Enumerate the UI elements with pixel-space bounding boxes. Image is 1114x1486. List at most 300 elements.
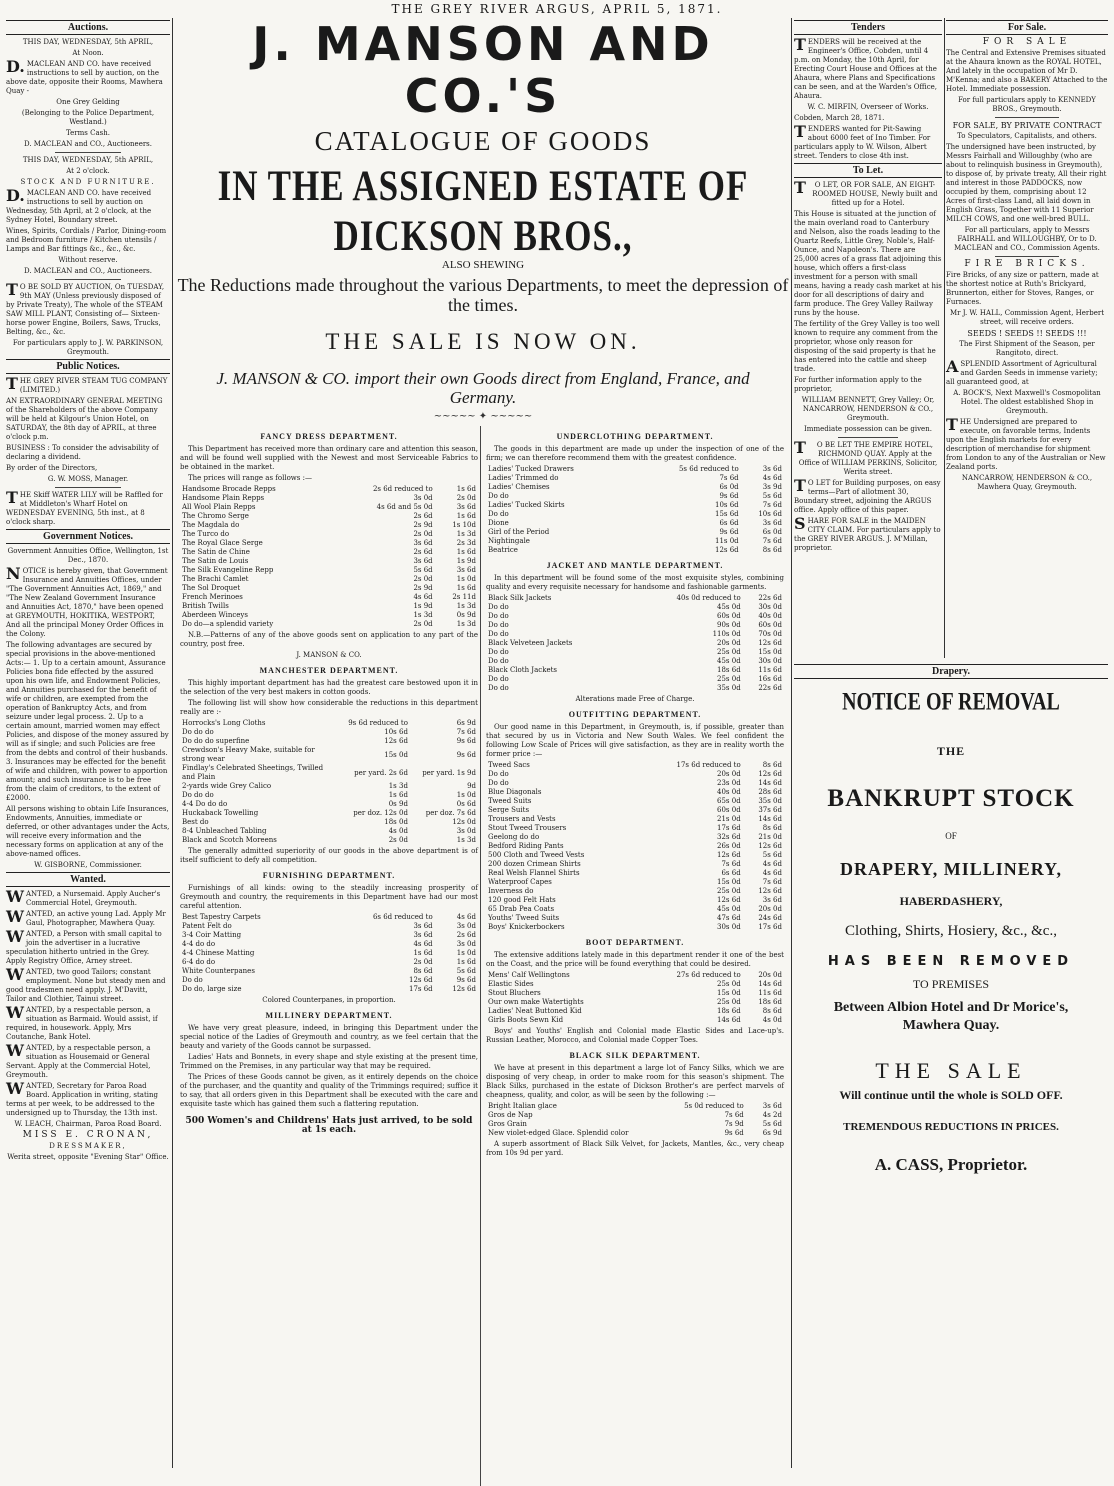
auction-note: (Belonging to the Police Department, Westland.) bbox=[21, 109, 155, 126]
old-price: 3s 6d bbox=[413, 557, 433, 565]
new-price: 3s 0d bbox=[456, 940, 476, 948]
auction-body: D.MACLEAN AND CO. have received instructions to sell by auction on Wednesday, 5th April, at 2 o'clock, at the Sydney Hotel, Boundary street. bbox=[6, 186, 152, 224]
new-price: 20s 0d bbox=[758, 905, 782, 913]
dressmaker-trade: DRESSMAKER, bbox=[49, 1142, 127, 1150]
price-row bbox=[180, 818, 478, 827]
indent-ad: THE Undersigned are prepared to execute, on favorable terms, Indents upon the English markets for every description of merchandise for shipment from London to any of the Australian or New Zealand ports. bbox=[946, 415, 1106, 471]
new-price: 1s 6d bbox=[456, 584, 476, 592]
price-row bbox=[486, 914, 784, 923]
old-price: 4s 0d bbox=[388, 827, 408, 835]
price-row bbox=[486, 474, 784, 483]
to-let-ad: TO LET for Building purposes, on easy terms—Part of allotment 30, Boundary street, adjoining the ARGUS office. Apply office of this paper. bbox=[794, 476, 941, 514]
price-row bbox=[180, 737, 478, 746]
notice-head: Government Annuities Office, Wellington, 1st Dec., 1870. bbox=[7, 547, 169, 564]
item-name: Best Tapestry Carpets bbox=[182, 913, 261, 921]
old-price: 2s 0d bbox=[413, 575, 433, 583]
old-price: 4s 6d bbox=[413, 593, 433, 601]
old-price: 32s 6d bbox=[717, 833, 741, 841]
section-heading-wanted: Wanted. bbox=[6, 872, 170, 887]
price-row bbox=[180, 782, 478, 791]
to-let-signature: WILLIAM BENNETT, Grey Valley; Or, NANCARROW, HENDERSON & CO., Greymouth. bbox=[801, 396, 935, 422]
auction-reserve: Without reserve. bbox=[58, 256, 118, 264]
masthead: THE GREY RIVER ARGUS, APRIL 5, 1871. bbox=[391, 2, 723, 16]
dept-intro: The goods in this department are made up under the inspection of one of the firm; we can therefore recommend them with the greatest confidence. bbox=[486, 445, 784, 462]
old-price: 9s 6d bbox=[719, 528, 739, 536]
price-row bbox=[486, 869, 784, 878]
price-row bbox=[180, 800, 478, 809]
to-let-body: This House is situated at the junction of the main overland road to Canterbury and Nelson, also the roads leading to the Quartz Reefs, Little Grey, Noble's, Half-Ounce, and Napoleon's. There are 25,000 acres of a grass flat adjoining this house, which offers a first-class investment for a person with small means, having a ready cash market at his door for all descriptions of dairy and farm produce. The Grey Valley Railway runs by the house. bbox=[794, 210, 942, 317]
price-row bbox=[180, 809, 478, 818]
new-price: 30s 0d bbox=[758, 657, 782, 665]
price-row bbox=[180, 949, 478, 958]
seeds-signature: A. BOCK'S, Next Maxwell's Cosmopolitan Hotel. The oldest established Shop in Greymouth. bbox=[953, 389, 1101, 415]
price-row bbox=[486, 465, 784, 474]
sale-signature: Mr J. W. HALL, Commission Agent, Herbert street, will receive orders. bbox=[949, 309, 1105, 326]
dept-text: We have very great pleasure, indeed, in bringing this Department under the special notice of the Ladies of Greymouth and country, as we feel certain that the beauty and variety of the Goods cannot be surpassed. bbox=[180, 1024, 478, 1050]
price-row bbox=[486, 501, 784, 510]
item-name: 4-4 Chinese Matting bbox=[182, 949, 255, 957]
old-price: 2s 0d bbox=[413, 530, 433, 538]
new-price: 0s 9d bbox=[456, 611, 476, 619]
item-name: Do do do superfine bbox=[182, 737, 250, 745]
new-price: 1s 6d bbox=[456, 958, 476, 966]
notice-body: THE Skiff WATER LILY will be Raffled for at Middleton's Wharf Hotel on WEDNESDAY EVENING, 5th inst., at 8 o'clock sharp. bbox=[6, 488, 163, 526]
removal-to-premises: TO PREMISES bbox=[912, 977, 990, 991]
old-price: 15s 0d bbox=[717, 878, 741, 886]
old-price: 5s 6d bbox=[413, 566, 433, 574]
item-name: Dione bbox=[488, 519, 509, 527]
dept-title: OUTFITTING DEPARTMENT. bbox=[568, 710, 702, 719]
new-price: 40s 0d bbox=[758, 612, 782, 620]
dept-title: JACKET AND MANTLE DEPARTMENT. bbox=[546, 561, 724, 570]
price-row bbox=[486, 1102, 784, 1111]
section-heading-for-sale: For Sale. bbox=[946, 20, 1108, 35]
sale-banner: THE SALE IS NOW ON. bbox=[325, 329, 641, 354]
item-name: Do do bbox=[488, 675, 509, 683]
price-row bbox=[180, 940, 478, 949]
seeds-body: The First Shipment of the Season, per Rangitoto, direct. bbox=[959, 340, 1095, 357]
price-row bbox=[486, 546, 784, 555]
price-row bbox=[486, 824, 784, 833]
item-name: Do do—a splendid variety bbox=[182, 620, 274, 628]
old-price: 9s 6d reduced to bbox=[348, 719, 408, 727]
divider bbox=[55, 152, 121, 153]
price-row bbox=[486, 887, 784, 896]
item-name: Do do bbox=[488, 630, 509, 638]
new-price: 8s 6d bbox=[762, 824, 782, 832]
old-price: 40s 0d bbox=[717, 788, 741, 796]
old-price: 6s 0d bbox=[719, 483, 739, 491]
price-row bbox=[180, 958, 478, 967]
column-rule bbox=[791, 18, 792, 1468]
new-price: 16s 6d bbox=[758, 675, 782, 683]
dept-text: Ladies' Hats and Bonnets, in every shape and style existing at the present time, Trimmed on the Premises, in any particular way that may be required. bbox=[180, 1053, 478, 1070]
price-row bbox=[486, 998, 784, 1007]
section-heading-public-notices: Public Notices. bbox=[6, 359, 170, 374]
price-row bbox=[486, 971, 784, 980]
new-price: 9s 6d bbox=[456, 750, 476, 759]
manson-catalogue bbox=[176, 17, 790, 1157]
price-row bbox=[486, 770, 784, 779]
notice-close: All persons wishing to obtain Life Insurances, Endowments, Annuities, immediate or deferred, or other advantages under the Acts, will receive every information and the necessary forms on application at any of the above-named offices. bbox=[6, 805, 170, 858]
price-row bbox=[486, 639, 784, 648]
old-price: 5s 0d reduced to bbox=[684, 1102, 744, 1110]
item-name: Do do do bbox=[182, 791, 214, 799]
old-price: 12s 6d bbox=[717, 851, 741, 859]
section-heading-drapery: Drapery. bbox=[794, 664, 1108, 679]
column-rule bbox=[172, 18, 173, 1468]
price-row bbox=[180, 967, 478, 976]
new-price: 4s 0d bbox=[762, 1016, 782, 1024]
price-table bbox=[180, 913, 478, 994]
item-name: The Silk Evangeline Repp bbox=[182, 566, 274, 574]
removal-between: Between Albion Hotel and Dr Morice's, bbox=[833, 1000, 1069, 1015]
price-table bbox=[180, 485, 478, 629]
price-row bbox=[180, 485, 478, 494]
old-price: 2s 9d bbox=[413, 521, 433, 529]
new-price: 20s 0d bbox=[758, 971, 782, 979]
old-price: 12s 6d bbox=[384, 737, 408, 745]
old-price: 5s 6d reduced to bbox=[678, 465, 739, 473]
price-row bbox=[180, 503, 478, 512]
new-price: 2s 6d bbox=[456, 931, 476, 939]
auction-signature: D. MACLEAN and CO., Auctioneers. bbox=[23, 267, 152, 275]
item-name: Patent Felt do bbox=[182, 922, 232, 930]
item-name: Bright Italian glace bbox=[488, 1102, 557, 1110]
item-name: The Satin de Louis bbox=[182, 557, 249, 565]
auction-terms: Terms Cash. bbox=[66, 129, 110, 137]
old-price: 2s 6d bbox=[413, 512, 433, 520]
dept-note: Alterations made Free of Charge. bbox=[575, 695, 695, 703]
new-price: 1s 3d bbox=[456, 836, 476, 844]
old-price: 90s 0d bbox=[717, 621, 741, 629]
old-price: 3s 6d bbox=[413, 931, 433, 939]
old-price: 14s 6d bbox=[717, 1016, 741, 1024]
removal-clothing: Clothing, Shirts, Hosiery, &c., &c., bbox=[845, 923, 1057, 939]
item-name: Serge Suits bbox=[488, 806, 530, 814]
new-price: 8s 6d bbox=[762, 761, 782, 769]
price-row bbox=[486, 537, 784, 546]
price-row bbox=[180, 836, 478, 845]
item-name: The Chromo Serge bbox=[182, 512, 249, 520]
new-price: 28s 6d bbox=[758, 788, 782, 796]
old-price: 1s 6d bbox=[388, 791, 408, 799]
item-name: 120 good Felt Hats bbox=[488, 896, 556, 904]
old-price: 6s 6d bbox=[719, 519, 739, 527]
auction-date: THIS DAY, WEDNESDAY, 5th APRIL, bbox=[22, 156, 154, 164]
item-name: Ladies' Tucked Drawers bbox=[488, 465, 574, 473]
price-row bbox=[486, 675, 784, 684]
new-price: 35s 0d bbox=[758, 797, 782, 805]
auction-body: TO BE SOLD BY AUCTION, On TUESDAY, 9th MAY (Unless previously disposed of by Private Treaty), The whole of the STEAM SAW MILL PLANT, Consisting of— Sixteen-horse power Engine, Boilers, Saws, Trucks, Belting, &c., &c. bbox=[6, 280, 165, 336]
new-price: 14s 6d bbox=[758, 980, 782, 988]
old-price: 45s 0d bbox=[717, 657, 741, 665]
price-row bbox=[486, 833, 784, 842]
notice-body: AN EXTRAORDINARY GENERAL MEETING of the Shareholders of the above Company will be held at Kilgour's Union Hotel, on SATURDAY, the 8th day of APRIL, at three o'clock p.m. bbox=[6, 397, 163, 441]
dept-text: The Prices of these Goods cannot be given, as it entirely depends on the choice of the purchaser, and the quantity and quality of the Trimmings required; suffice it to say, that all orders given in this Department shall be executed with the care and exquisite taste which has gained them such a flattering reputation. bbox=[180, 1073, 478, 1108]
new-price: 4s 6d bbox=[762, 474, 782, 482]
old-price: 25s 0d bbox=[717, 980, 741, 988]
new-price: 21s 0d bbox=[758, 833, 782, 841]
price-row bbox=[180, 746, 478, 764]
wanted-ad: WANTED, Secretary for Paroa Road Board. Application in writing, stating terms at per week, to be addressed to the undersigned up to Thursday, the 13th inst. bbox=[6, 1079, 159, 1117]
item-name: Aberdeen Winceys bbox=[182, 611, 248, 619]
dept-intro: Furnishings of all kinds: owing to the steadily increasing prosperity of Greymouth and country, the requirements in this Department have had our most careful attention. bbox=[180, 884, 478, 910]
new-price: 14s 6d bbox=[758, 779, 782, 787]
item-name: Do do bbox=[488, 492, 509, 500]
old-price: 11s 0d bbox=[715, 537, 739, 545]
wanted-ad: WANTED, two good Tailors; constant employment. None but steady men and good tradesmen need apply. J. M'Davitt, Tailor and Clothier, Tainui street. bbox=[6, 965, 166, 1003]
item-name: Ladies' Tucked Skirts bbox=[488, 501, 565, 509]
new-price: 12s 6d bbox=[758, 639, 782, 647]
notice-body: NOTICE is hereby given, that Government Insurance and Annuities Offices, under "The Government Annuities Act, 1869," and "The New Zealand Government Insurance and Annuities Act, 1870," have been opened at GREYMOUTH, HOKITIKA, WESTPORT, And all the principal Money Order Offices in the Colony. bbox=[6, 564, 168, 638]
price-row bbox=[486, 1129, 784, 1138]
price-row bbox=[486, 779, 784, 788]
price-row bbox=[180, 611, 478, 620]
price-row bbox=[180, 530, 478, 539]
item-name: Black Velveteen Jackets bbox=[488, 639, 573, 647]
old-price: 7s 9d bbox=[724, 1120, 744, 1128]
old-price: 12s 6d bbox=[409, 976, 433, 984]
notice-signature: G. W. MOSS, Manager. bbox=[47, 475, 129, 483]
old-price: 27s 6d reduced to bbox=[676, 971, 741, 979]
old-price: 23s 0d bbox=[717, 779, 741, 787]
item-name: 4-4 Do do do bbox=[182, 800, 228, 808]
item-name: Horrocks's Long Cloths bbox=[182, 719, 266, 727]
hats-announcement: 500 Women's and Childrens' Hats just arrived, to be sold at 1s each. bbox=[185, 1116, 473, 1135]
item-name: Do do bbox=[488, 770, 509, 778]
section-heading-government: Government Notices. bbox=[6, 529, 170, 544]
indent-signature: NANCARROW, HENDERSON & CO., Mawhera Quay, Greymouth. bbox=[961, 474, 1093, 491]
new-price: 3s 9d bbox=[762, 483, 782, 491]
old-price: 17s 6d bbox=[717, 824, 741, 832]
auction-date: THIS DAY, WEDNESDAY, 5th APRIL, bbox=[22, 38, 154, 46]
price-row bbox=[486, 684, 784, 693]
notice-advantages: The following advantages are secured by special provisions in the above-mentioned Acts:— 1. Up to a certain amount, Assurance Policies bona fide effected by the assured upon his own life, and Endowment Policies, and Annuities purchased for the benefit of wife or children, are exempted from the operation of Bankruptcy Acts, and from seizure under legal process. 2. Up to a certain amount, married women may effect Policies, and dispose of the money assured by will as if single; and such Policies are free from the debts and control of their husbands. 3. Insurances may be effected for the benefit of wife and children, with power to apportion amount; and such insurance is to be free from the claim of creditors, to the extent of £2000. bbox=[6, 641, 169, 802]
import-line: J. MANSON & CO. import their own Goods direct from England, France, and Germany. bbox=[216, 369, 750, 407]
price-row bbox=[486, 878, 784, 887]
new-price: 12s 0d bbox=[452, 818, 476, 826]
new-price: 2s 11d bbox=[452, 593, 476, 601]
item-name: Do do bbox=[488, 648, 509, 656]
dept-note: N.B.—Patterns of any of the above goods sent on application to any part of the country, post free. bbox=[180, 631, 478, 648]
sale-body: Fire Bricks, of any size or pattern, made at the shortest notice at Ruth's Brickyard, Brunnerton, either for Stoves, Ranges, or Furnaces. bbox=[946, 271, 1099, 306]
price-row bbox=[486, 851, 784, 860]
item-name: Elastic Sides bbox=[488, 980, 534, 988]
price-table bbox=[486, 594, 784, 693]
tender-ad: TENDERS wanted for Pit-Sawing about 6000 feet of Ino Timber. For particulars apply to W. Wilson, Albert street. Tenders to close 4th inst. bbox=[794, 122, 931, 160]
old-price: 4s 6d and 5s 0d bbox=[376, 503, 433, 511]
new-price: 5s 6d bbox=[762, 492, 782, 500]
new-price: 6s 9d bbox=[762, 1129, 782, 1137]
price-row bbox=[180, 494, 478, 503]
old-price: 47s 6d bbox=[717, 914, 741, 922]
auction-items: Wines, Spirits, Cordials / Parlor, Dining-room and Bedroom furniture / Kitchen utensils / Lamps and Bar fittings &c., &c., &c. bbox=[6, 227, 167, 253]
price-row bbox=[180, 539, 478, 548]
removal-tremendous: TREMENDOUS REDUCTIONS IN PRICES. bbox=[843, 1121, 1059, 1133]
new-price: 11s 6d bbox=[758, 989, 782, 997]
new-price: 60s 0d bbox=[758, 621, 782, 629]
price-row bbox=[486, 621, 784, 630]
item-name: Do do do bbox=[182, 728, 214, 736]
price-row bbox=[180, 584, 478, 593]
notice-order: By order of the Directors, bbox=[6, 464, 98, 472]
dept-title: BOOT DEPARTMENT. bbox=[585, 938, 685, 947]
new-price: 3s 6d bbox=[456, 503, 476, 511]
price-row bbox=[180, 602, 478, 611]
item-name: Black Cloth Jackets bbox=[488, 666, 557, 674]
price-row bbox=[180, 575, 478, 584]
new-price: 30s 0d bbox=[758, 603, 782, 611]
divider bbox=[838, 437, 897, 438]
removal-of: OF bbox=[945, 831, 957, 841]
item-name: Handsome Plain Repps bbox=[182, 494, 265, 502]
new-price: 2s 3d bbox=[456, 539, 476, 547]
old-price: 17s 6d bbox=[409, 985, 433, 993]
seeds-ad: ASPLENDID Assortment of Agricultural and Garden Seeds in immense variety; all guaranteed good, at bbox=[946, 357, 1098, 386]
price-row bbox=[486, 612, 784, 621]
item-name: Do do bbox=[488, 657, 509, 665]
old-price: 110s 0d bbox=[712, 630, 741, 638]
old-price: 7s 6d bbox=[721, 860, 741, 868]
item-name: Tweed Sacs bbox=[488, 761, 530, 769]
old-price: 60s 0d bbox=[717, 612, 741, 620]
price-row bbox=[180, 728, 478, 737]
price-row bbox=[180, 931, 478, 940]
new-price: 1s 6d bbox=[456, 548, 476, 556]
divider bbox=[55, 487, 121, 488]
auction-contact: For particulars apply to J. W. PARKINSON, Greymouth. bbox=[12, 339, 164, 356]
item-name: 4-4 do do bbox=[182, 940, 216, 948]
auction-time: At Noon. bbox=[72, 49, 104, 57]
price-row bbox=[180, 719, 478, 728]
item-name: Our own make Watertights bbox=[488, 998, 584, 1006]
item-name: Bedford Riding Pants bbox=[488, 842, 564, 850]
old-price: 12s 6d bbox=[717, 896, 741, 904]
item-name: Do do bbox=[488, 510, 509, 518]
item-name: 3-4 Coir Matting bbox=[182, 931, 242, 939]
price-row bbox=[486, 1007, 784, 1016]
old-price: 7s 6d bbox=[724, 1111, 744, 1119]
price-row bbox=[180, 512, 478, 521]
price-row bbox=[486, 980, 784, 989]
item-name: Gros Grain bbox=[488, 1120, 527, 1128]
wanted-ad: WANTED, a Person with small capital to join the advertiser in a lucrative speculation hitherto untried in the Grey. Apply Registry Office, Arney street. bbox=[6, 927, 162, 965]
item-name: Do do bbox=[488, 684, 509, 692]
old-price: 35s 0d bbox=[717, 684, 741, 692]
new-price: 1s 3d bbox=[456, 530, 476, 538]
new-price: 11s 6d bbox=[758, 666, 782, 674]
old-price: 1s 9d bbox=[413, 602, 433, 610]
removal-quay: Mawhera Quay. bbox=[902, 1018, 1000, 1033]
new-price: 7s 6d bbox=[762, 878, 782, 886]
new-price: 14s 6d bbox=[758, 815, 782, 823]
old-price: 15s 6d bbox=[715, 510, 739, 518]
price-row bbox=[486, 797, 784, 806]
to-let-info: For further information apply to the proprietor, bbox=[794, 376, 922, 393]
price-row bbox=[486, 1016, 784, 1025]
old-price: 10s 6d bbox=[715, 501, 739, 509]
old-price: 21s 0d bbox=[717, 815, 741, 823]
section-heading-tenders: Tenders bbox=[794, 20, 942, 35]
item-name: Black Silk Jackets bbox=[488, 594, 552, 602]
item-name: British Twills bbox=[182, 602, 229, 610]
new-price: 7s 6d bbox=[456, 728, 476, 736]
old-price: 18s 6d bbox=[717, 1007, 741, 1015]
item-name: 65 Drab Pea Coats bbox=[488, 905, 555, 913]
to-let-body: The fertility of the Grey Valley is too well known to require any comment from the proprietor, whose only reason for disposing of the said property is that he has entered into the cattle and sheep trade. bbox=[794, 320, 940, 373]
new-price: 18s 6d bbox=[758, 998, 782, 1006]
sale-signature: For all particulars, apply to Messrs FAIRHALL and WILLOUGHBY, Or to D. MACLEAN and CO., Commission Agents. bbox=[954, 226, 1100, 252]
old-price: 12s 6d bbox=[715, 546, 739, 554]
new-price: 3s 6d bbox=[762, 896, 782, 904]
new-price: 3s 6d bbox=[456, 566, 476, 574]
old-price: 2s 9d bbox=[413, 584, 433, 592]
old-price: 20s 0d bbox=[717, 639, 741, 647]
wanted-ad: WANTED, by a respectable person, a situation as Barmaid. Would assist, if required, in housework. Apply, Mrs Coutanche, Bank Hotel. bbox=[6, 1003, 158, 1041]
new-price: 1s 9d bbox=[456, 557, 476, 565]
price-row bbox=[486, 815, 784, 824]
sale-signature: For full particulars apply to KENNEDY BROS., Greymouth. bbox=[958, 96, 1096, 113]
old-price: 1s 3d bbox=[388, 782, 408, 790]
auction-signature: D. MACLEAN and CO., Auctioneers. bbox=[23, 140, 152, 148]
sale-title: FOR SALE, BY PRIVATE CONTRACT bbox=[952, 121, 1102, 130]
old-price: 45s 0d bbox=[717, 603, 741, 611]
item-name: Inverness do bbox=[488, 887, 534, 895]
new-price: 9d bbox=[467, 782, 476, 790]
price-row bbox=[180, 620, 478, 629]
new-price: 22s 6d bbox=[758, 684, 782, 692]
new-price: 4s 6d bbox=[762, 860, 782, 868]
item-name: The Sol Droquet bbox=[182, 584, 241, 592]
item-name: Gros de Nap bbox=[488, 1111, 533, 1119]
price-row bbox=[486, 788, 784, 797]
new-price: 3s 6d bbox=[762, 465, 782, 473]
old-price: 2s 0d bbox=[413, 958, 433, 966]
removal-the: THE bbox=[936, 744, 966, 758]
auction-title: STOCK AND FURNITURE. bbox=[20, 178, 156, 186]
divider bbox=[55, 279, 121, 280]
new-price: 5s 6d bbox=[762, 851, 782, 859]
item-name: Waterproof Capes bbox=[488, 878, 552, 886]
dept-intro: This highly important department has had the greatest care bestowed upon it in the selection of the very best makers in cotton goods. bbox=[180, 679, 478, 696]
item-name: Do do bbox=[488, 603, 509, 611]
dept-intro: The prices will range as follows :— bbox=[188, 474, 312, 482]
dept-intro: In this department will be found some of the most exquisite styles, combining quality and every requisite necessary for handsome and fashionable garments. bbox=[486, 574, 784, 591]
divider bbox=[995, 117, 1060, 118]
item-name: Geelong do do bbox=[488, 833, 540, 841]
old-price: 1s 3d bbox=[413, 611, 433, 619]
firm-name: J. MANSON AND CO.'S bbox=[252, 17, 714, 123]
removal-haberdashery: HABERDASHERY, bbox=[899, 894, 1003, 908]
old-price: 6s 6d reduced to bbox=[372, 913, 433, 921]
new-price: 12s 6d bbox=[452, 985, 476, 993]
new-price: per doz. 7s 6d bbox=[425, 809, 476, 817]
item-name: Do do, large size bbox=[182, 985, 242, 993]
old-price: 40s 0d reduced to bbox=[676, 594, 741, 602]
wanted-ad: WANTED, by a respectable person, a situation as Housemaid or General Servant. Apply at the Commercial Hotel, Greymouth. bbox=[6, 1041, 151, 1079]
new-price: 12s 6d bbox=[758, 842, 782, 850]
price-row bbox=[180, 985, 478, 994]
price-row bbox=[180, 913, 478, 922]
new-price: 1s 6d bbox=[456, 512, 476, 520]
item-name: The Brachi Camlet bbox=[182, 575, 249, 583]
price-row bbox=[486, 648, 784, 657]
dept-note: A superb assortment of Black Silk Velvet, for Jackets, Mantles, &c., very cheap from 10s 9d per yard. bbox=[486, 1140, 784, 1157]
dept-note: The generally admitted superiority of our goods in the above department is of itself sufficient to defy all competition. bbox=[180, 847, 478, 864]
item-name: French Merinoes bbox=[182, 593, 243, 601]
old-price: 25s 0d bbox=[717, 675, 741, 683]
